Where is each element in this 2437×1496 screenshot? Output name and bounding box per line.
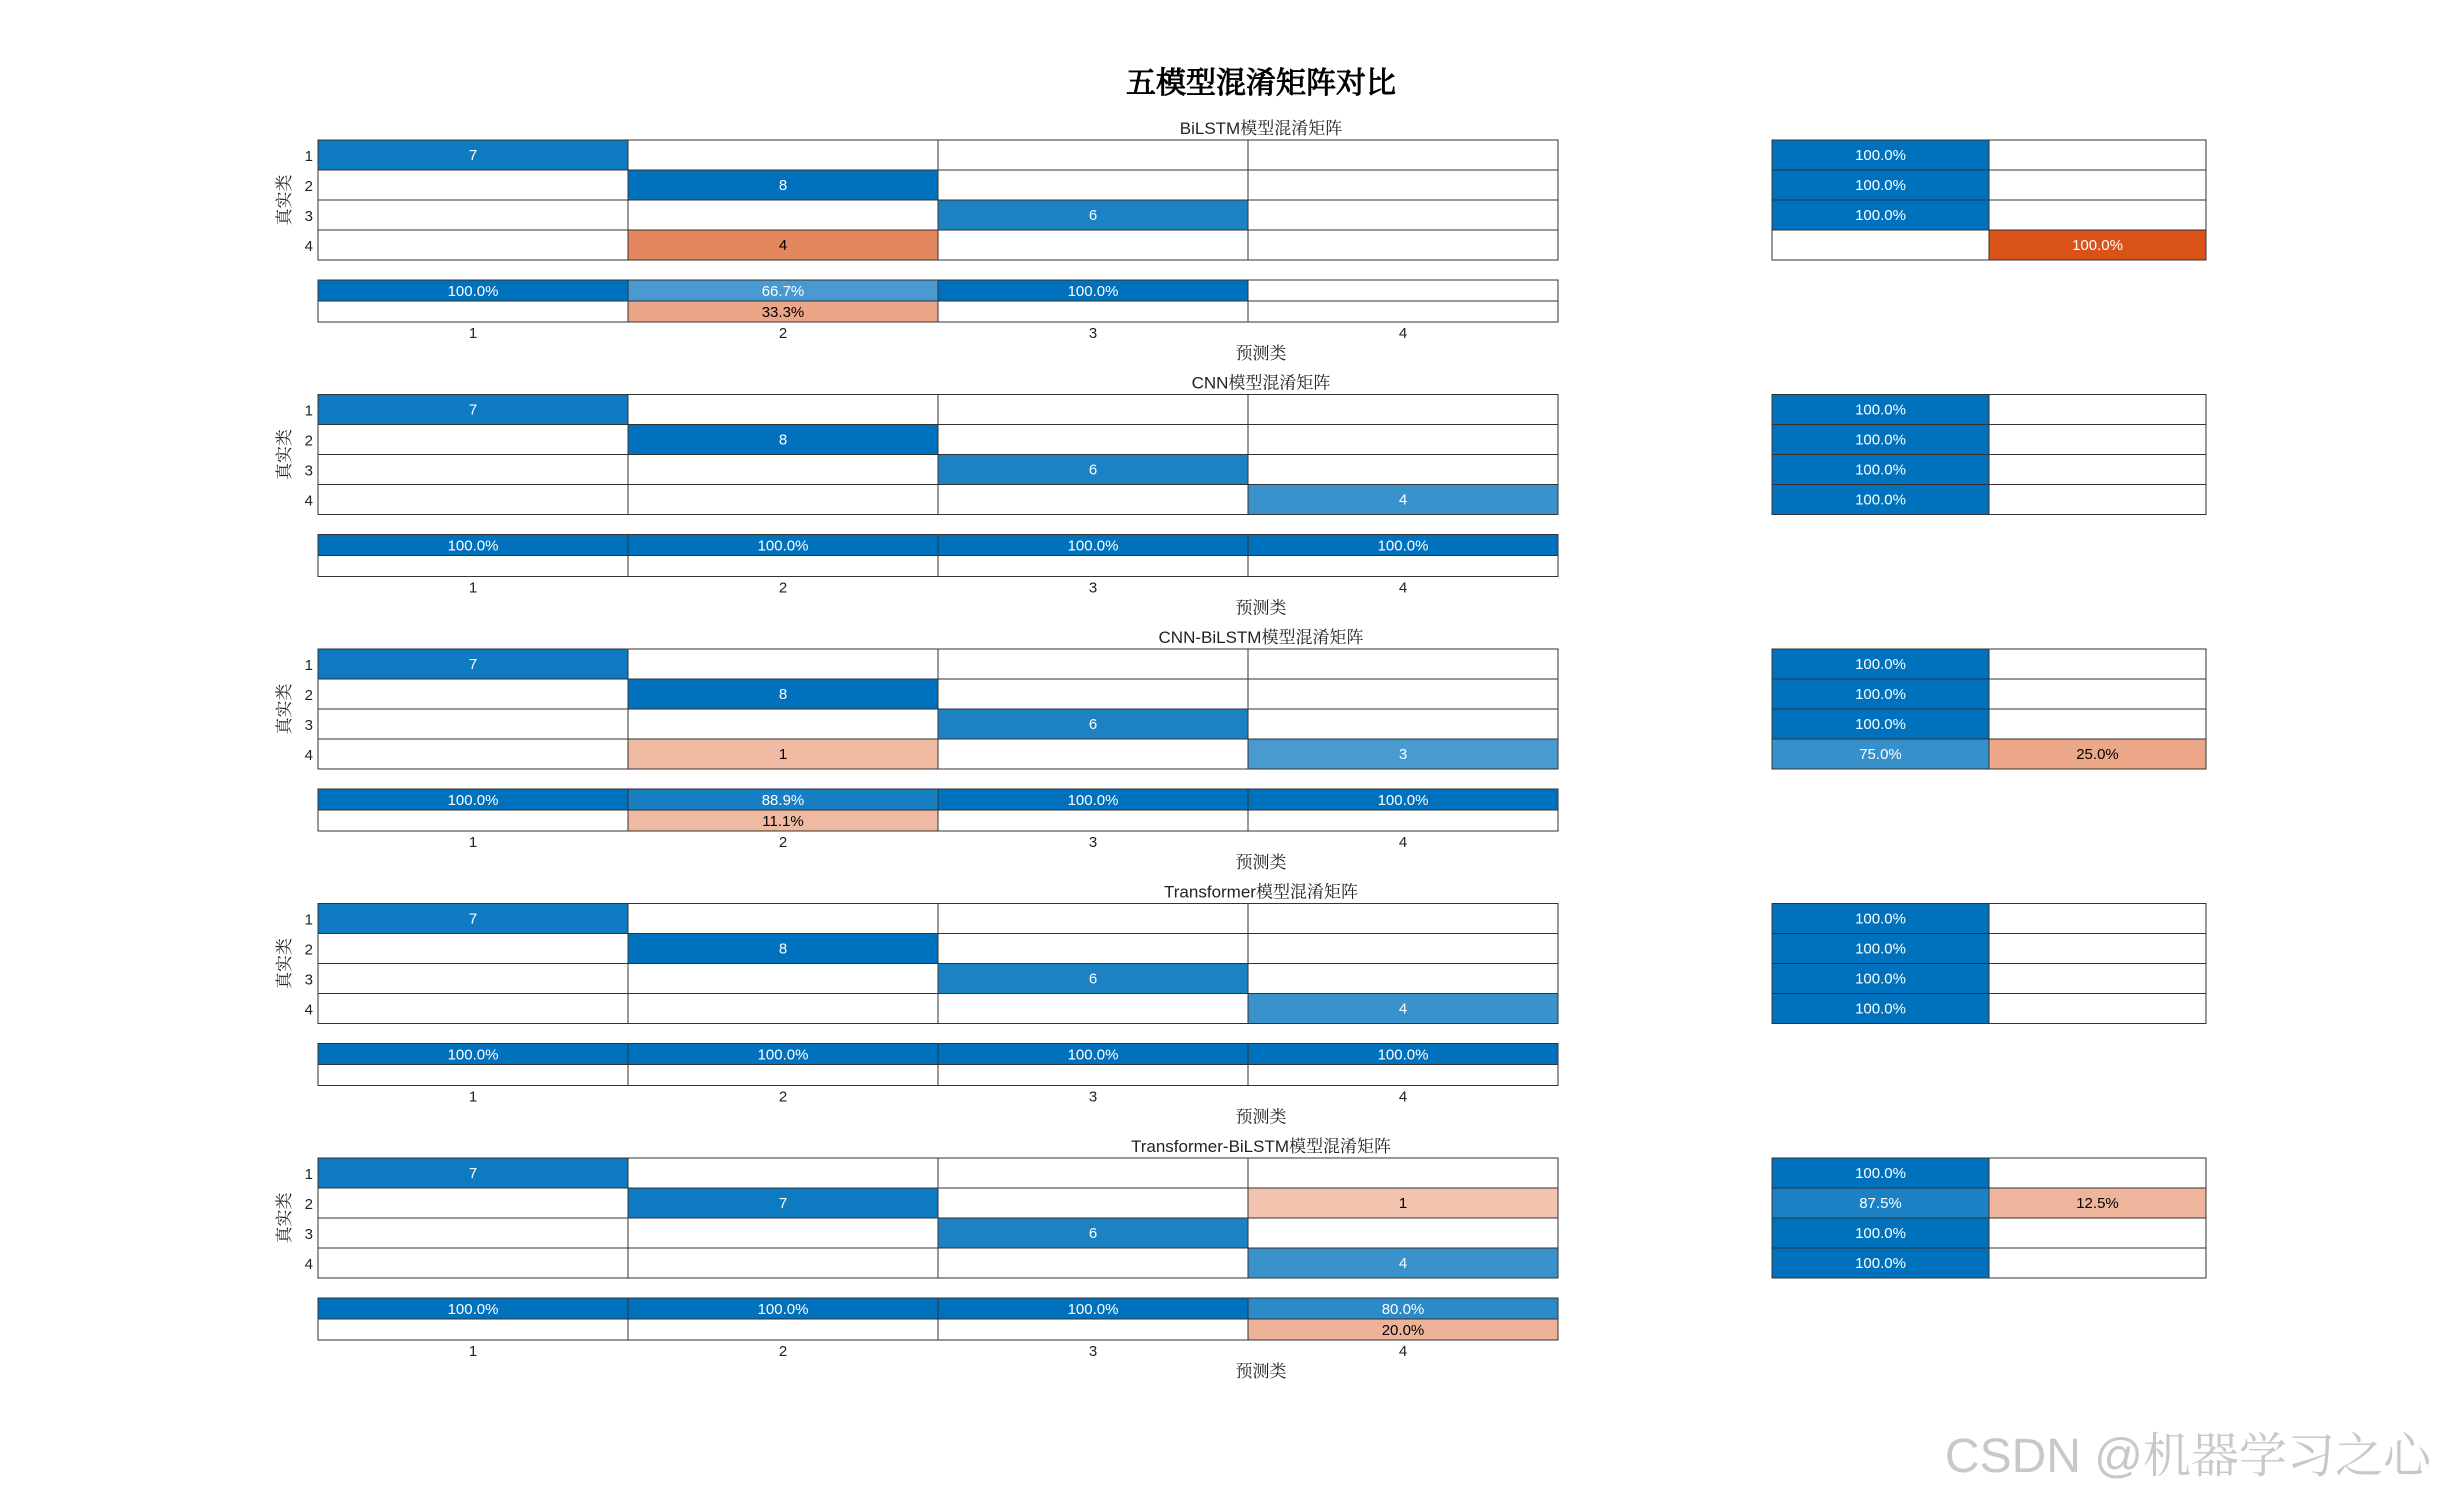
panel-5-cell-2-1 xyxy=(318,1188,628,1218)
panel-5-cell-2-3 xyxy=(938,1188,1248,1218)
panel-4-cell-1-1-value: 7 xyxy=(468,910,478,928)
panel-3-row-label-1: 1 xyxy=(304,657,313,674)
panel-1-row-summary-2-2 xyxy=(1989,170,2206,200)
panel-3-col-summary-1-3-value: 100.0% xyxy=(1067,792,1119,809)
panel-1-cell-2-2-value: 8 xyxy=(778,177,788,194)
panel-4-xlabel: 预测类 xyxy=(1235,1107,1287,1127)
panel-4-col-summary-1-2-value: 100.0% xyxy=(757,1046,809,1064)
panel-4-row-summary-3-1-value: 100.0% xyxy=(1855,970,1906,988)
panel-4-title: Transformer模型混淆矩阵 xyxy=(1164,882,1358,902)
panel-3-row-summary-2-2 xyxy=(1989,679,2206,709)
panel-1-row-summary-1-2 xyxy=(1989,140,2206,170)
panel-3-cell-2-1 xyxy=(318,679,628,709)
panel-5-row-label-4: 4 xyxy=(304,1256,313,1273)
panel-3-cell-3-4 xyxy=(1248,709,1558,739)
panel-2-xlabel: 预测类 xyxy=(1235,598,1287,618)
panel-3-col-summary-1-1-value: 100.0% xyxy=(447,792,499,809)
panel-1-cell-1-3 xyxy=(938,140,1248,170)
panel-4-col-summary-2-4 xyxy=(1248,1065,1558,1086)
panel-4-col-label-2: 2 xyxy=(778,1088,788,1106)
panel-3-col-summary-1-4-value: 100.0% xyxy=(1377,792,1429,809)
panel-3-cell-4-4-value: 3 xyxy=(1398,746,1408,763)
panel-1-row-summary-2-1-value: 100.0% xyxy=(1855,177,1906,194)
panel-1-col-summary-2-3 xyxy=(938,301,1248,322)
panel-3-col-summary-2-2-value: 11.1% xyxy=(762,813,804,830)
panel-4-row-summary-3-2 xyxy=(1989,964,2206,994)
panel-5-cell-3-2 xyxy=(628,1218,938,1248)
panel-1-row-label-3: 3 xyxy=(304,208,313,225)
panel-1-col-summary-1-1-value: 100.0% xyxy=(447,283,499,300)
panel-1-cell-3-2 xyxy=(628,200,938,230)
panel-5-cell-4-4-value: 4 xyxy=(1398,1255,1408,1272)
panel-1-cell-1-4 xyxy=(1248,140,1558,170)
panel-4-cell-4-1 xyxy=(318,994,628,1024)
panel-2-cell-3-3-value: 6 xyxy=(1088,461,1098,479)
panel-2-col-label-1: 1 xyxy=(468,579,478,597)
panel-4-col-label-4: 4 xyxy=(1398,1088,1408,1106)
panel-1-col-summary-1-2-value: 66.7% xyxy=(761,283,805,300)
panel-5-title: Transformer-BiLSTM模型混淆矩阵 xyxy=(1130,1137,1392,1156)
panel-2-cell-4-4-value: 4 xyxy=(1398,491,1408,509)
panel-5-ylabel: 真实类 xyxy=(275,1192,294,1244)
panel-2-col-label-2: 2 xyxy=(778,579,788,597)
panel-3-row-label-3: 3 xyxy=(304,717,313,734)
panel-4-row-summary-1-2 xyxy=(1989,904,2206,934)
panel-3-row-summary-3-2 xyxy=(1989,709,2206,739)
panel-2-col-summary-1-3-value: 100.0% xyxy=(1067,537,1119,555)
panel-1-cell-2-4 xyxy=(1248,170,1558,200)
panel-2-cell-3-2 xyxy=(628,455,938,485)
panel-3-cell-1-4 xyxy=(1248,649,1558,679)
panel-2-col-summary-2-1 xyxy=(318,556,628,577)
panel-3-row-summary-1-2 xyxy=(1989,649,2206,679)
panel-3-cell-4-2-value: 1 xyxy=(778,746,788,763)
panel-2-cell-2-4 xyxy=(1248,425,1558,455)
panel-2-row-summary-4-2 xyxy=(1989,485,2206,515)
panel-1-row-summary-4-2-value: 100.0% xyxy=(2072,237,2123,254)
panel-5-row-summary-3-2 xyxy=(1989,1218,2206,1248)
panel-5-cell-1-4 xyxy=(1248,1158,1558,1188)
panel-4-cell-3-1 xyxy=(318,964,628,994)
panel-3-col-summary-2-3 xyxy=(938,810,1248,831)
panel-4-cell-4-4-value: 4 xyxy=(1398,1000,1408,1018)
panel-4-col-summary-2-2 xyxy=(628,1065,938,1086)
panel-5-row-label-2: 2 xyxy=(304,1196,313,1213)
panel-3-col-label-2: 2 xyxy=(778,834,788,851)
panel-1-col-label-3: 3 xyxy=(1088,325,1098,342)
panel-1-row-label-1: 1 xyxy=(304,148,313,165)
panel-3-cell-2-2-value: 8 xyxy=(778,686,788,703)
panel-3-xlabel: 预测类 xyxy=(1235,853,1287,872)
panel-5-col-label-2: 2 xyxy=(778,1343,788,1360)
panel-4-cell-3-4 xyxy=(1248,964,1558,994)
panel-5-cell-3-3-value: 6 xyxy=(1088,1225,1098,1242)
panel-4-col-summary-2-3 xyxy=(938,1065,1248,1086)
panel-2-cell-1-4 xyxy=(1248,395,1558,425)
panel-2-row-summary-1-1-value: 100.0% xyxy=(1855,401,1906,419)
panel-4-row-label-1: 1 xyxy=(304,911,313,929)
panel-2-cell-2-2-value: 8 xyxy=(778,431,788,449)
panel-2-row-summary-4-1-value: 100.0% xyxy=(1855,491,1906,509)
panel-2-cell-4-3 xyxy=(938,485,1248,515)
panel-4-cell-3-2 xyxy=(628,964,938,994)
panel-1-xlabel: 预测类 xyxy=(1235,344,1287,363)
panel-3-cell-3-1 xyxy=(318,709,628,739)
panel-5-row-label-1: 1 xyxy=(304,1166,313,1183)
panel-3-cell-4-3 xyxy=(938,739,1248,769)
panel-4-row-summary-4-2 xyxy=(1989,994,2206,1024)
panel-2-col-summary-2-2 xyxy=(628,556,938,577)
panel-5-col-summary-1-2-value: 100.0% xyxy=(757,1301,809,1318)
panel-3-col-label-1: 1 xyxy=(468,834,478,851)
panel-4-cell-1-2 xyxy=(628,904,938,934)
panel-2-cell-1-2 xyxy=(628,395,938,425)
panel-2-cell-1-3 xyxy=(938,395,1248,425)
panel-3-cell-2-4 xyxy=(1248,679,1558,709)
panel-2-cell-2-1 xyxy=(318,425,628,455)
panel-4-col-label-1: 1 xyxy=(468,1088,478,1106)
panel-4-col-summary-1-4-value: 100.0% xyxy=(1377,1046,1429,1064)
panel-5-row-summary-1-1-value: 100.0% xyxy=(1855,1165,1906,1182)
panel-1-cell-3-3-value: 6 xyxy=(1088,207,1098,224)
panel-5-cell-1-3 xyxy=(938,1158,1248,1188)
panel-2-cell-4-2 xyxy=(628,485,938,515)
panel-4-cell-3-3-value: 6 xyxy=(1088,970,1098,988)
panel-3-cell-4-1 xyxy=(318,739,628,769)
panel-2-col-summary-2-3 xyxy=(938,556,1248,577)
panel-1-cell-1-1-value: 7 xyxy=(468,147,478,164)
panel-5-col-summary-1-1-value: 100.0% xyxy=(447,1301,499,1318)
panel-3-col-summary-1-2-value: 88.9% xyxy=(761,792,805,809)
panel-2-row-label-4: 4 xyxy=(304,492,313,510)
panel-5-row-summary-4-1-value: 100.0% xyxy=(1855,1255,1906,1272)
panel-2-col-label-3: 3 xyxy=(1088,579,1098,597)
panel-1-row-summary-3-1-value: 100.0% xyxy=(1855,207,1906,224)
panel-2-cell-2-3 xyxy=(938,425,1248,455)
panel-2-row-label-1: 1 xyxy=(304,402,313,420)
panel-4-cell-2-2-value: 8 xyxy=(778,940,788,958)
panel-5-row-summary-4-2 xyxy=(1989,1248,2206,1278)
panel-1-row-summary-1-1-value: 100.0% xyxy=(1855,147,1906,164)
panel-4-cell-2-1 xyxy=(318,934,628,964)
panel-5-cell-3-4 xyxy=(1248,1218,1558,1248)
panel-5-col-summary-1-3-value: 100.0% xyxy=(1067,1301,1119,1318)
panel-1-row-summary-4-1 xyxy=(1772,230,1989,260)
panel-5-col-summary-2-4-value: 20.0% xyxy=(1381,1322,1425,1339)
panel-5-col-summary-1-4-value: 80.0% xyxy=(1381,1301,1425,1318)
panel-3-row-label-2: 2 xyxy=(304,687,313,704)
panel-2-title: CNN模型混淆矩阵 xyxy=(1191,373,1331,393)
panel-2-row-summary-3-1-value: 100.0% xyxy=(1855,461,1906,479)
panel-1-row-summary-3-2 xyxy=(1989,200,2206,230)
panel-2-cell-1-1-value: 7 xyxy=(468,401,478,419)
panel-5-row-label-3: 3 xyxy=(304,1226,313,1243)
panel-2-col-label-4: 4 xyxy=(1398,579,1408,597)
panel-1-title: BiLSTM模型混淆矩阵 xyxy=(1179,119,1343,138)
panel-3-cell-2-3 xyxy=(938,679,1248,709)
panel-1-col-summary-1-4 xyxy=(1248,280,1558,301)
panel-5-cell-4-2 xyxy=(628,1248,938,1278)
panel-5-col-label-4: 4 xyxy=(1398,1343,1408,1360)
panel-5-row-summary-1-2 xyxy=(1989,1158,2206,1188)
panel-1-cell-3-4 xyxy=(1248,200,1558,230)
panel-1-row-label-4: 4 xyxy=(304,238,313,255)
panel-2-cell-3-1 xyxy=(318,455,628,485)
panel-3-col-label-4: 4 xyxy=(1398,834,1408,851)
panel-2-cell-3-4 xyxy=(1248,455,1558,485)
panel-3-title: CNN-BiLSTM模型混淆矩阵 xyxy=(1158,628,1364,647)
panel-3-ylabel: 真实类 xyxy=(275,683,294,735)
panel-4-row-summary-2-2 xyxy=(1989,934,2206,964)
panel-4-row-label-2: 2 xyxy=(304,941,313,959)
panel-5-cell-4-3 xyxy=(938,1248,1248,1278)
panel-5-cell-3-1 xyxy=(318,1218,628,1248)
panel-4-cell-4-3 xyxy=(938,994,1248,1024)
panel-5-row-summary-2-1-value: 87.5% xyxy=(1859,1195,1902,1212)
panel-1-cell-1-2 xyxy=(628,140,938,170)
panel-2-row-label-2: 2 xyxy=(304,432,313,450)
panel-4-row-summary-4-1-value: 100.0% xyxy=(1855,1000,1906,1018)
panel-4-ylabel: 真实类 xyxy=(275,938,294,989)
panel-1-col-summary-1-3-value: 100.0% xyxy=(1067,283,1119,300)
panel-5-col-summary-2-1 xyxy=(318,1319,628,1340)
panel-5-cell-1-2 xyxy=(628,1158,938,1188)
panel-3-row-summary-2-1-value: 100.0% xyxy=(1855,686,1906,703)
panel-3-row-label-4: 4 xyxy=(304,747,313,764)
panel-1-cell-2-1 xyxy=(318,170,628,200)
panel-1-ylabel: 真实类 xyxy=(275,174,294,226)
panel-1-col-label-2: 2 xyxy=(778,325,788,342)
panel-3-cell-3-2 xyxy=(628,709,938,739)
panel-5-xlabel: 预测类 xyxy=(1235,1362,1287,1381)
panel-5-cell-2-4-value: 1 xyxy=(1398,1195,1408,1212)
panel-4-row-label-3: 3 xyxy=(304,971,313,989)
panel-1-col-label-1: 1 xyxy=(468,325,478,342)
panel-1-col-summary-2-4 xyxy=(1248,301,1558,322)
panel-5-col-label-3: 3 xyxy=(1088,1343,1098,1360)
panel-4-row-summary-1-1-value: 100.0% xyxy=(1855,910,1906,928)
figure-title: 五模型混淆矩阵对比 xyxy=(1126,66,1396,101)
panel-2-cell-4-1 xyxy=(318,485,628,515)
panel-4-row-label-4: 4 xyxy=(304,1001,313,1019)
panel-5-col-summary-2-3 xyxy=(938,1319,1248,1340)
panel-3-col-summary-2-1 xyxy=(318,810,628,831)
panel-1-cell-3-1 xyxy=(318,200,628,230)
watermark: CSDN @机器学习之心 xyxy=(1944,1430,2431,1483)
panel-1-cell-2-3 xyxy=(938,170,1248,200)
panel-5-col-summary-2-2 xyxy=(628,1319,938,1340)
panel-1-row-label-2: 2 xyxy=(304,178,313,195)
panel-1-col-summary-2-2-value: 33.3% xyxy=(761,304,805,321)
panel-2-col-summary-1-2-value: 100.0% xyxy=(757,537,809,555)
panel-4-row-summary-2-1-value: 100.0% xyxy=(1855,940,1906,958)
panel-4-cell-2-3 xyxy=(938,934,1248,964)
panel-4-col-label-3: 3 xyxy=(1088,1088,1098,1106)
panel-5-cell-4-1 xyxy=(318,1248,628,1278)
panel-2-row-summary-2-1-value: 100.0% xyxy=(1855,431,1906,449)
panel-3-col-summary-2-4 xyxy=(1248,810,1558,831)
panel-2-row-summary-3-2 xyxy=(1989,455,2206,485)
panel-4-cell-4-2 xyxy=(628,994,938,1024)
panel-5-cell-1-1-value: 7 xyxy=(468,1165,478,1182)
panel-3-row-summary-4-2-value: 25.0% xyxy=(2076,746,2119,763)
panel-3-cell-3-3-value: 6 xyxy=(1088,716,1098,733)
panel-2-col-summary-2-4 xyxy=(1248,556,1558,577)
panel-5-cell-2-2-value: 7 xyxy=(778,1195,788,1212)
panel-3-cell-1-2 xyxy=(628,649,938,679)
panel-4-cell-2-4 xyxy=(1248,934,1558,964)
panel-1-col-summary-2-1 xyxy=(318,301,628,322)
panel-3-row-summary-3-1-value: 100.0% xyxy=(1855,716,1906,733)
panel-2-row-summary-2-2 xyxy=(1989,425,2206,455)
panel-4-col-summary-1-1-value: 100.0% xyxy=(447,1046,499,1064)
panel-4-cell-1-4 xyxy=(1248,904,1558,934)
panel-1-cell-4-2-value: 4 xyxy=(778,237,788,254)
panel-1-cell-4-3 xyxy=(938,230,1248,260)
panel-3-row-summary-1-1-value: 100.0% xyxy=(1855,656,1906,673)
panel-2-ylabel: 真实类 xyxy=(275,429,294,480)
panel-3-row-summary-4-1-value: 75.0% xyxy=(1859,746,1902,763)
panel-3-col-label-3: 3 xyxy=(1088,834,1098,851)
panel-5-col-label-1: 1 xyxy=(468,1343,478,1360)
panel-4-col-summary-2-1 xyxy=(318,1065,628,1086)
panel-1-cell-4-4 xyxy=(1248,230,1558,260)
panel-4-col-summary-1-3-value: 100.0% xyxy=(1067,1046,1119,1064)
panel-2-row-label-3: 3 xyxy=(304,462,313,480)
panel-1-cell-4-1 xyxy=(318,230,628,260)
panel-2-col-summary-1-1-value: 100.0% xyxy=(447,537,499,555)
panel-5-row-summary-3-1-value: 100.0% xyxy=(1855,1225,1906,1242)
panel-2-row-summary-1-2 xyxy=(1989,395,2206,425)
panel-1-col-label-4: 4 xyxy=(1398,325,1408,342)
panel-2-col-summary-1-4-value: 100.0% xyxy=(1377,537,1429,555)
panel-5-row-summary-2-2-value: 12.5% xyxy=(2076,1195,2119,1212)
panel-3-cell-1-3 xyxy=(938,649,1248,679)
panel-3-cell-1-1-value: 7 xyxy=(468,656,478,673)
panel-4-cell-1-3 xyxy=(938,904,1248,934)
